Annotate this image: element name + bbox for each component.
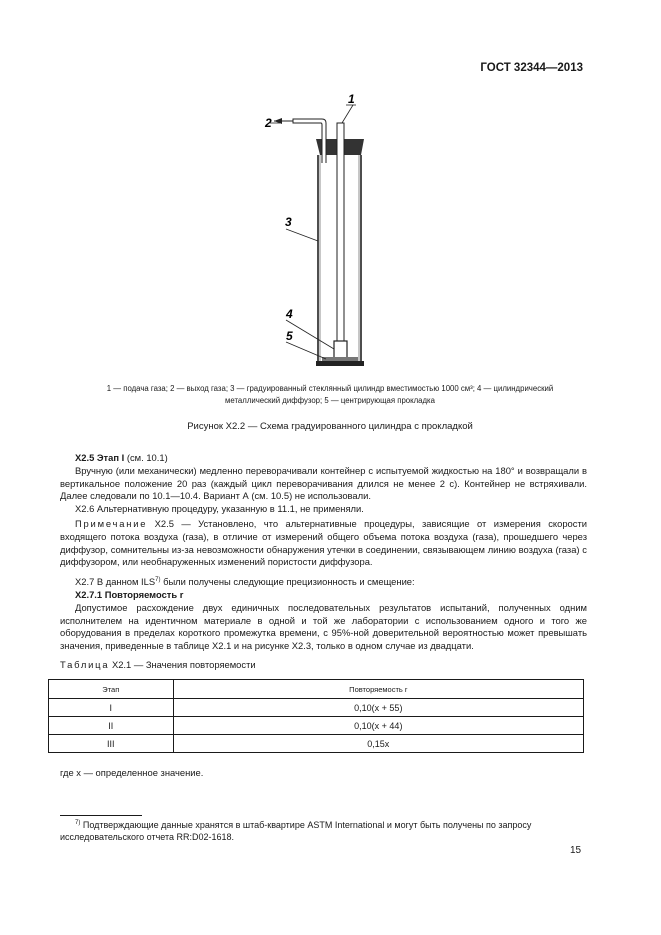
col-stage: Этап <box>49 680 174 699</box>
figure-legend <box>60 383 600 407</box>
footnote-mark: 7) <box>75 820 81 826</box>
table-header-row <box>49 680 584 699</box>
inlet-tube <box>337 123 344 343</box>
label-3: 3 <box>285 215 292 229</box>
cell-stage: II <box>49 717 174 735</box>
x25-ref: (см. 10.1) <box>124 452 168 463</box>
x25-text: Вручную (или механически) медленно переворачивали контейнер с испытуемой жидкостью на 180° и возвращали в вертикальное положение 20 раз (каждый цикл переворачивания длился не менее 2 с). Контейнер не встряхивали. Далее следовали по 10.1—10.4. Вариант А (см. 10.5) не использовали. <box>60 464 587 502</box>
table-caption-label: Таблица <box>60 659 110 670</box>
cell-value: 0,15x <box>173 735 583 753</box>
centering-gasket <box>322 357 358 361</box>
page-number: 15 <box>570 845 582 856</box>
note-text: Х2.5 — Установлено, что альтернативные процедуры, зависящие от измерения скорости входящего потока воздуха (газа), в отличие от измерений общего объема потока воздуха (газа), прошедшего через диффузор, сомнительны из-за невозможности обнаружения утечки в соединении, связывающем линию воздуха (газа) с диффузором, или необнаруженных изменений пористости диффузора. <box>60 518 587 568</box>
table-row <box>49 735 584 753</box>
footnote <box>60 817 587 843</box>
cell-stage: I <box>49 699 174 717</box>
figure-title: Рисунок Х2.2 — Схема градуированного цилиндра с прокладкой <box>187 421 473 432</box>
x27-text-b: были получены следующие прецизионность и смещение: <box>160 576 415 588</box>
label-2: 2 <box>265 116 272 130</box>
table-where-note: где x — определенное значение. <box>60 767 204 778</box>
cell-value: 0,10(x + 55) <box>173 699 583 717</box>
repeatability-table <box>48 679 584 753</box>
cell-value: 0,10(x + 44) <box>173 717 583 735</box>
footnote-separator <box>60 815 142 816</box>
standard-header: ГОСТ 32344—2013 <box>480 62 583 74</box>
label-1: 1 <box>348 93 355 106</box>
section-x27 <box>60 574 587 653</box>
cell-stage: III <box>49 735 174 753</box>
x25-heading: Х2.5 Этап I <box>75 452 125 463</box>
label-5: 5 <box>286 329 293 343</box>
legend-line-1: 1 — подача газа; 2 — выход газа; 3 — градуированный стеклянный цилиндр вместимостью 1000 см³; 4 — цилиндрический <box>106 384 554 393</box>
section-x25 <box>60 452 587 516</box>
x27-text-a: Х2.7 В данном ILS <box>75 576 156 588</box>
table-row <box>49 699 584 717</box>
col-repeatability: Повторяемость r <box>173 680 583 699</box>
x27-footnote-ref: 7) <box>155 577 161 583</box>
x271-text: Допустимое расхождение двух единичных последовательных результатов испытаний, полученных одним исполнителем на идентичном материале в одной и той же лаборатории с использованием одного и того же оборудования в пределах короткого промежутка времени, с 95%-ной доверительной вероятностью может превышать значения, приведенные в таблице Х2.1 и на рисунке Х2.3, только в одном случае из двадцати. <box>60 601 587 652</box>
cylinder-diagram <box>260 93 370 375</box>
footnote-text: Подтверждающие данные хранятся в штаб-квартире ASTM International и могут быть получены по запросу исследовательского отчета RR:D02-1618. <box>60 820 532 842</box>
table-row <box>49 717 584 735</box>
x26-text: Х2.6 Альтернативную процедуру, указанную в 11.1, не применяли. <box>75 503 364 515</box>
legend-line-2: металлический диффузор; 5 — центрирующая прокладка <box>225 396 435 405</box>
x271-heading: Х2.7.1 Повторяемость r <box>75 588 184 600</box>
table-caption <box>60 659 587 672</box>
note-label: Примечание <box>75 518 148 529</box>
label-4: 4 <box>286 307 293 321</box>
cylinder-base <box>316 361 364 366</box>
table-caption-text: Х2.1 — Значения повторяемости <box>109 659 256 670</box>
note-block <box>60 518 587 569</box>
